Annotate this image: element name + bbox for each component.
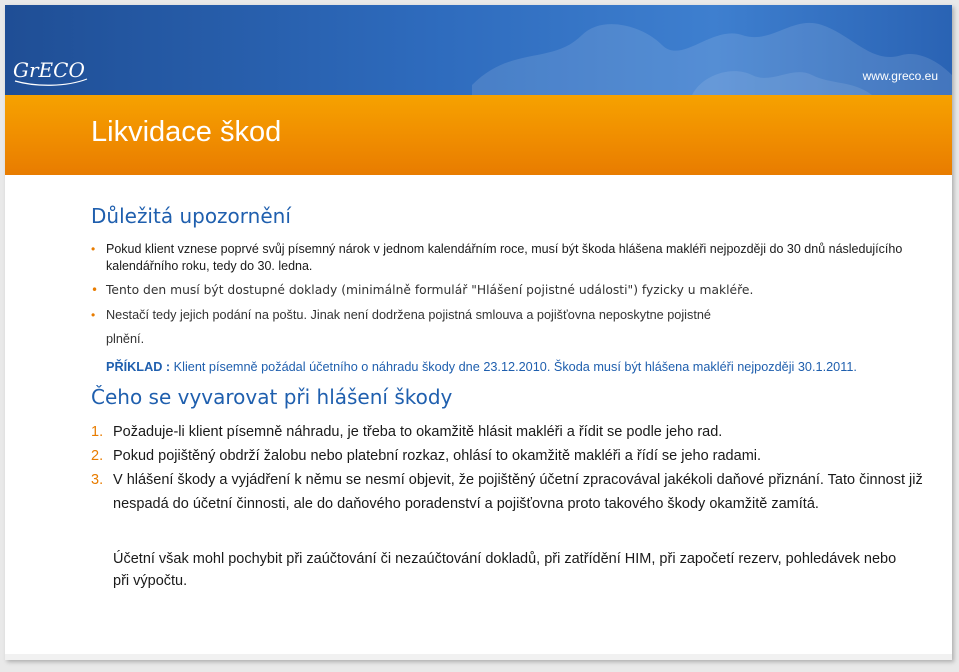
page-title: Likvidace škod <box>91 116 282 148</box>
bullet-item: • Nestačí tedy jejich podání na poštu. Jinak není dodržena pojistná smlouva a pojišťovna neposkytne pojistné <box>106 307 711 324</box>
svg-text:GrECO: GrECO <box>13 58 85 82</box>
example-line <box>106 360 857 374</box>
example-label: PŘÍKLAD : <box>106 360 171 374</box>
section-heading-important: Důležitá upozornění <box>91 204 291 228</box>
numbered-item <box>91 420 723 444</box>
section-heading-avoid: Čeho se vyvarovat při hlášení škody <box>91 385 453 409</box>
bullet-item: • Tento den musí být dostupné doklady (minimálně formulář "Hlášení pojistné události") fyzicky u makléře. <box>106 282 753 299</box>
item-number: 1. <box>91 424 104 440</box>
bullet-continuation: plnění. <box>106 332 145 346</box>
item-text: V hlášení škody a vyjádření k němu se nesmí objevit, že pojištěný účetní zpracovával jakékoli daňové přiznání. Tato činnost již nespadá do účetní činnosti, ale do daňového poradenství a pojišťovna proto takového škody okamžitě zamítá. <box>113 472 923 512</box>
website-url: www.greco.eu <box>862 69 938 83</box>
item-text: Pokud pojištěný obdrží žalobu nebo platební rozkaz, ohlásí to okamžitě makléři a řídí se jeho radami. <box>113 448 762 464</box>
bottom-divider <box>5 654 952 660</box>
item-number: 3. <box>91 472 104 488</box>
numbered-item <box>91 468 933 516</box>
example-text: Klient písemně požádal účetního o náhradu škody dne 23.12.2010. Škoda musí být hlášena makléři nejpozději 30.1.2011. <box>170 360 857 374</box>
bullet-item: • Pokud klient vznese poprvé svůj písemný nárok v jednom kalendářním roce, musí být škoda hlášena makléři nejpozději do 30 dnů následujícího kalendářního roku, tedy do 30. ledna. <box>106 241 946 275</box>
slide <box>5 5 952 660</box>
item-text: Požaduje-li klient písemně náhradu, je třeba to okamžitě hlásit makléři a řídit se podle jeho rad. <box>113 424 723 440</box>
note-paragraph: Účetní však mohl pochybit při zaúčtování či nezaúčtování dokladů, při zatřídění HIM, při započetí rezerv, pohledávek nebo při výpočtu. <box>113 551 897 589</box>
greco-logo <box>11 49 91 89</box>
numbered-item <box>91 444 762 468</box>
header-band <box>5 5 952 95</box>
item-number: 2. <box>91 448 104 464</box>
